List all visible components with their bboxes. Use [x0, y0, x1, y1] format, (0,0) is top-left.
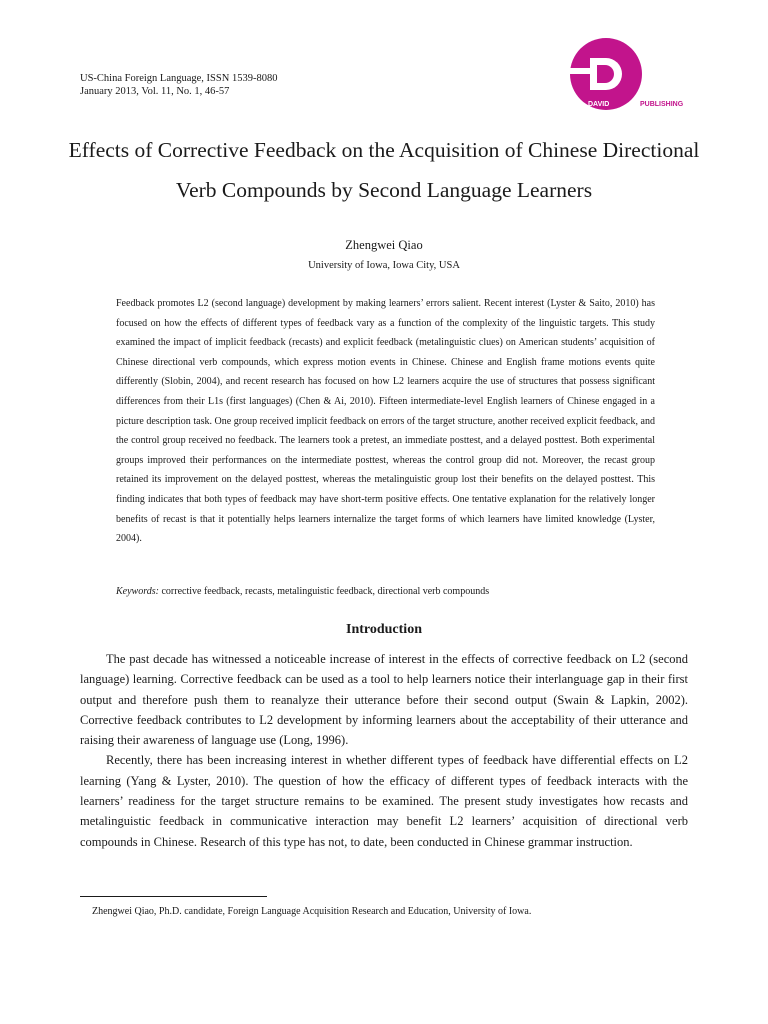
author-name: Zhengwei Qiao [345, 238, 423, 252]
abstract: Feedback promotes L2 (second language) development by making learners’ errors salient. Recent interest (Lyster & Saito, 2010) has focused on how the effects of different types of feedback vary as a function of the complexity of the linguistic targets. This study examined the impact of implicit feedback (recasts) and explicit feedback (metalinguistic clues) on American students’ acquisition of Chinese directional verb compounds, which express motion events in Chinese. Chinese and English frame motions events quite differently (Slobin, 2004), and recent research has focused on how L2 learners acquire the use of structures that possess significant differences from their L1s (first languages) (Chen & Ai, 2010). Fifteen intermediate-level English learners of Chinese engaged in a picture description task. One group received implicit feedback on errors of the target structure, another received explicit feedback, and the control group received no feedback. The learners took a pretest, an immediate posttest, and a delayed posttest. Both experimental groups improved their performances on the intermediate posttest, whereas the control group did not. Moreover, the recast group retained its improvement on the delayed posttest, whereas the metalinguistic group lost their benefits on the delayed posttest. This finding indicates that both types of feedback may have short-term positive effects. One tentative explanation for the relatively longer benefits of recast is that it potentially helps learners internalize the target forms of which learners have limited knowledge (Lyster, 2004). [116, 298, 655, 545]
author-affiliation: University of Iowa, Iowa City, USA [308, 260, 460, 271]
publisher-logo [560, 38, 710, 114]
keywords-label: Keywords: [116, 586, 159, 597]
paragraph: Recently, there has been increasing interest in whether different types of feedback have differential effects on L2 learning (Yang & Lyster, 2010). The question of how the efficacy of different types of feedback interacts with the learners’ readiness for the target structure remains to be examined. The present study investigates how recasts and metalinguistic feedback in communicative interaction may benefit L2 learners’ acquisition of directional verb compounds in Chinese. Research of this type has not, to date, been conducted in Chinese grammar instruction. [80, 753, 688, 849]
introduction-body [80, 649, 688, 852]
journal-citation [80, 72, 277, 98]
paragraph: The past decade has witnessed a noticeable increase of interest in the effects of corrective feedback on L2 (second language) learning. Corrective feedback can be used as a tool to help learners notice their interlanguage gap in their first output and therefore push them to reanalyze their utterance before their second output (Swain & Lapkin, 2002). Corrective feedback contributes to L2 development by informing learners about the acceptability of their utterance and raising their awareness of language use (Long, 1996). [80, 652, 688, 748]
keywords-list: corrective feedback, recasts, metalinguistic feedback, directional verb compounds [161, 586, 490, 597]
journal-name-line: US-China Foreign Language, ISSN 1539-8080 [80, 73, 278, 84]
footnote: Zhengwei Qiao, Ph.D. candidate, Foreign Language Acquisition Research and Education, University of Iowa. [92, 906, 532, 917]
logo-publishing-text: PUBLISHING [640, 101, 684, 108]
journal-issue-line: January 2013, Vol. 11, No. 1, 46-57 [80, 86, 230, 97]
paper-title: Effects of Corrective Feedback on the Acquisition of Chinese Directional Verb Compounds by Second Language Learners [68, 138, 700, 202]
footnote-divider [80, 896, 267, 897]
section-heading-introduction: Introduction [346, 622, 422, 637]
keywords [116, 584, 655, 600]
logo-david-text: DAVID [588, 101, 610, 108]
